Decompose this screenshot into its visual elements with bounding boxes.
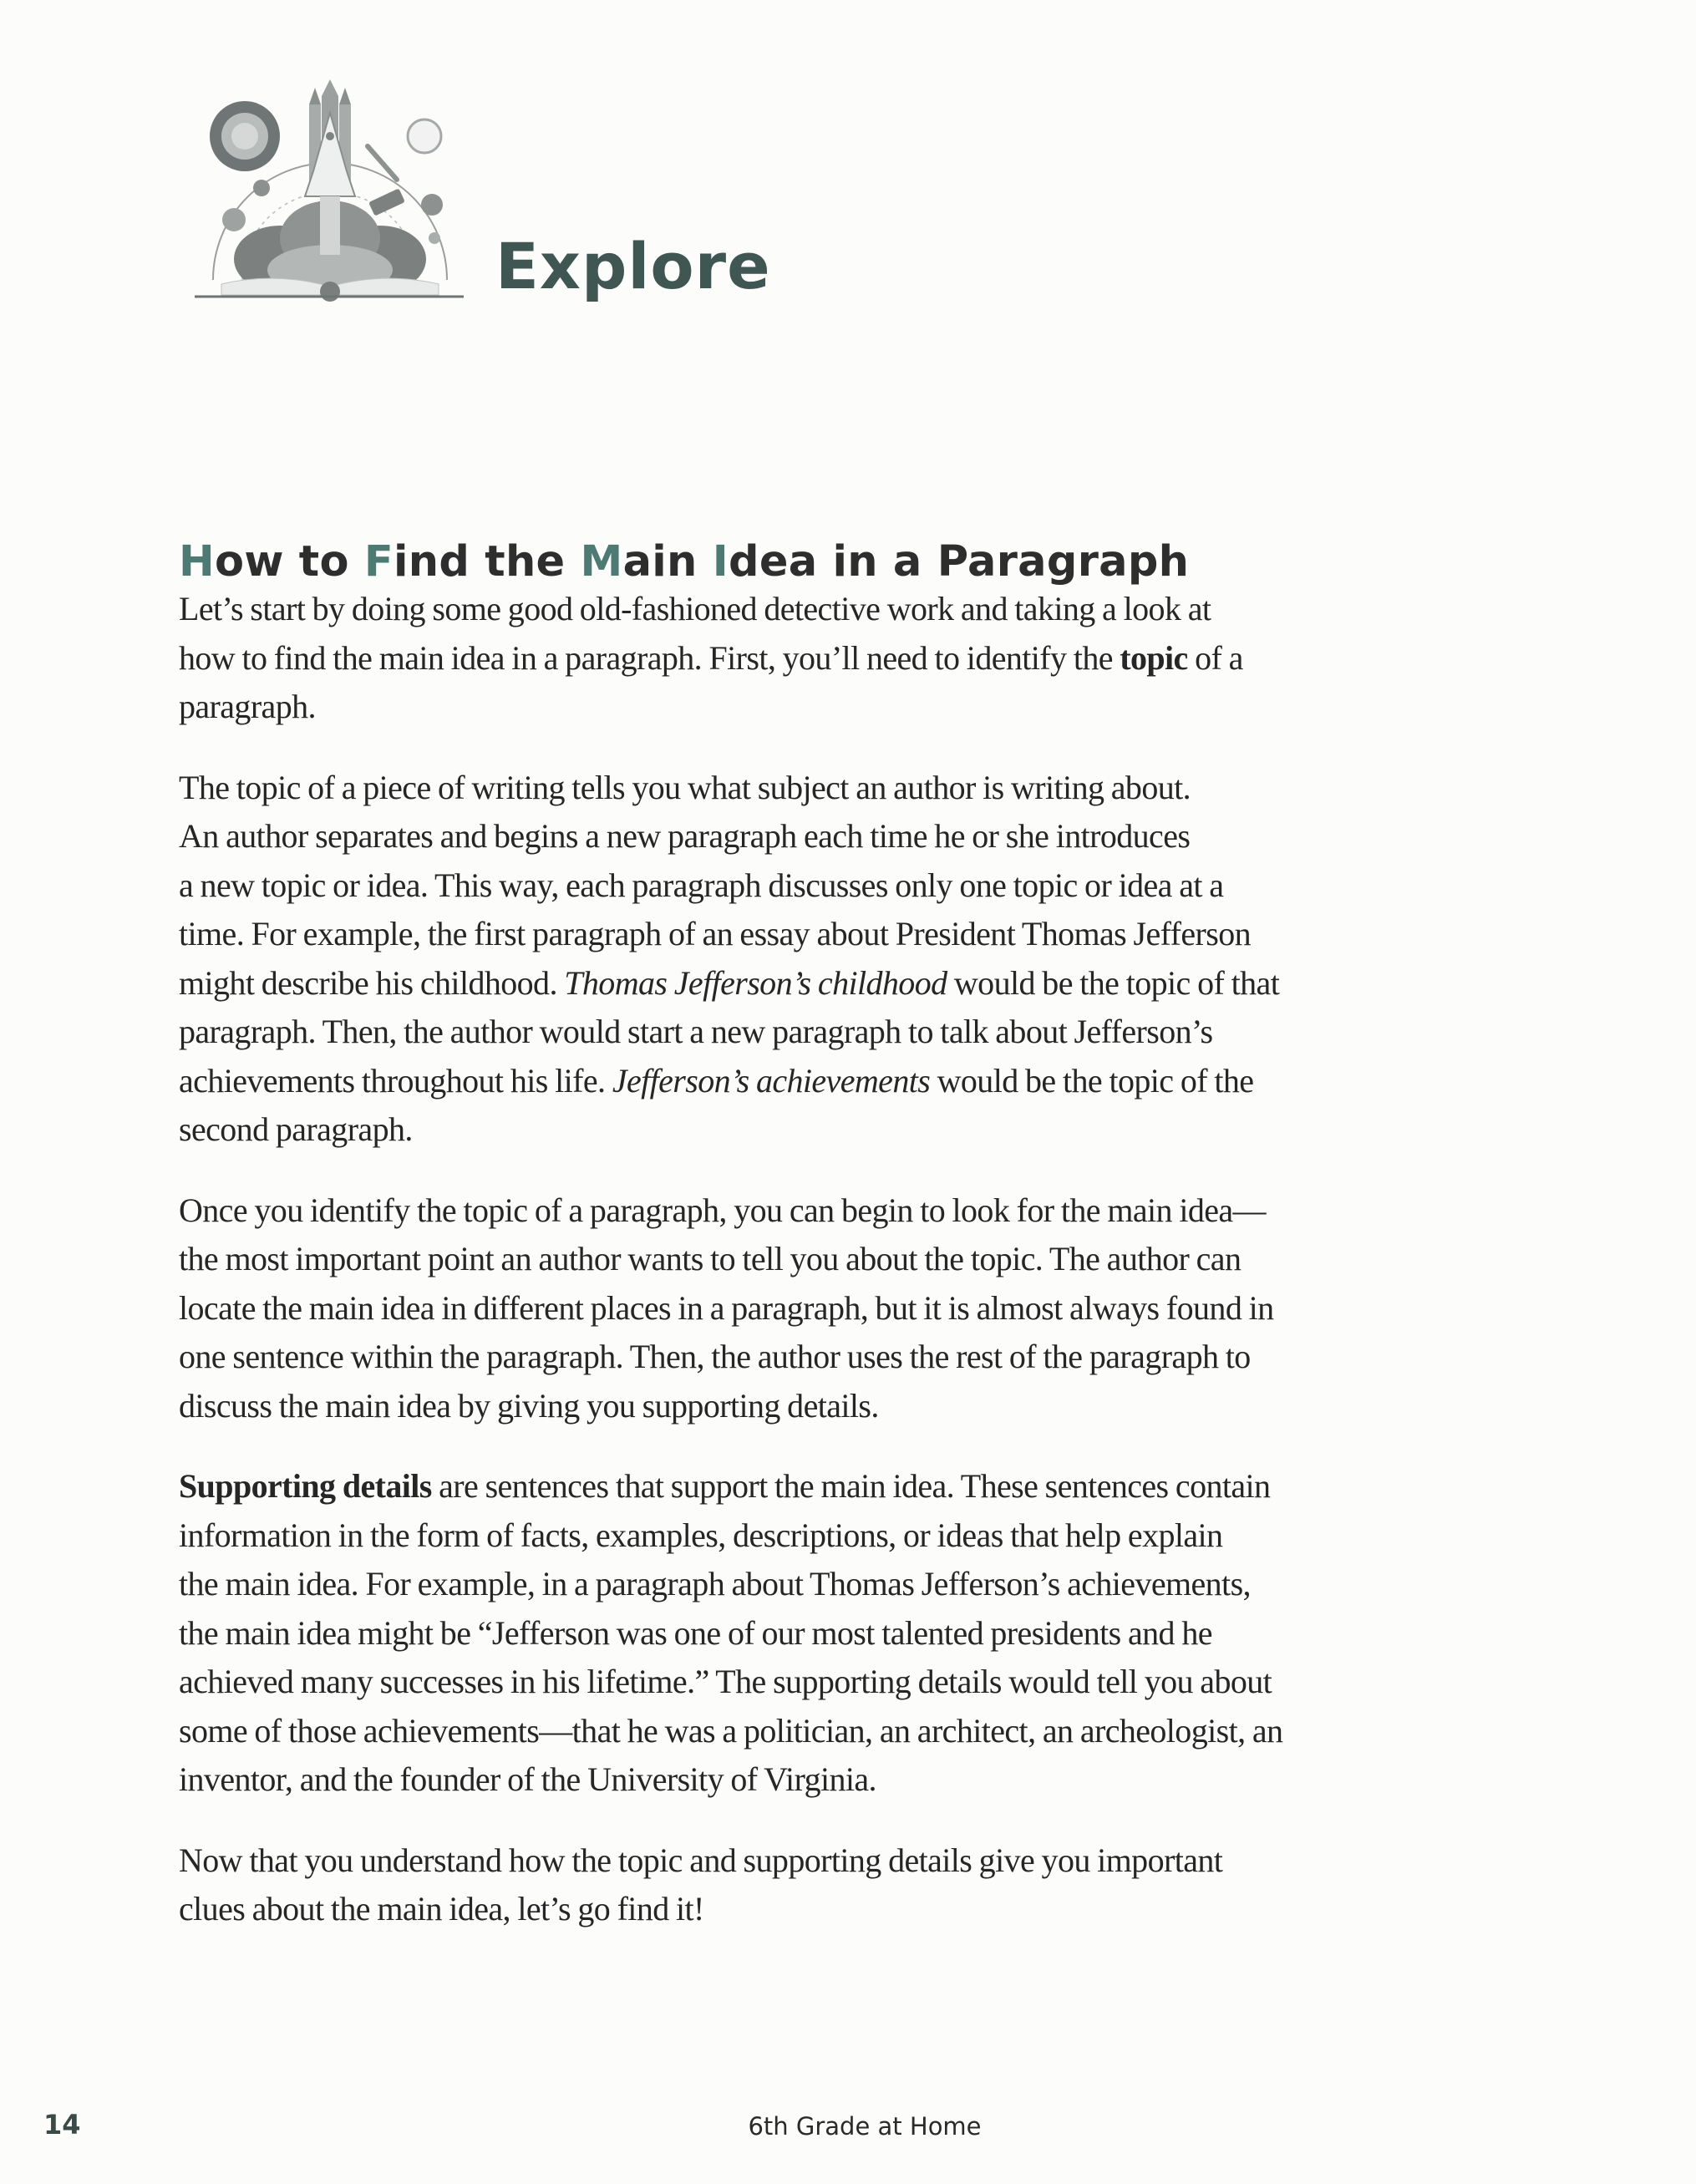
text-line bbox=[179, 1707, 1516, 1756]
text-line bbox=[179, 1284, 1516, 1333]
text-run: clues about the main idea, let’s go find it! bbox=[179, 1890, 704, 1928]
text-line bbox=[179, 1333, 1516, 1382]
text-run: Now that you understand how the topic and supporting details give you important bbox=[179, 1841, 1223, 1879]
text-line bbox=[179, 1511, 1516, 1561]
paragraph bbox=[179, 764, 1516, 1155]
italic-phrase: Thomas Jefferson’s childhood bbox=[564, 963, 947, 1002]
text-line bbox=[179, 1186, 1516, 1236]
text-run: the main idea might be “Jefferson was one of our most talented presidents and he bbox=[179, 1613, 1212, 1652]
page-number: 14 bbox=[43, 2109, 81, 2141]
heading-text: ind the bbox=[394, 537, 581, 587]
bold-term: Supporting details bbox=[179, 1467, 432, 1505]
explore-banner bbox=[188, 71, 940, 322]
heading-accent-letter: M bbox=[580, 537, 623, 587]
heading-accent-letter: I bbox=[712, 537, 729, 587]
heading-accent-letter: F bbox=[363, 537, 394, 587]
heading-text: ow to bbox=[214, 537, 364, 587]
body-text bbox=[179, 585, 1516, 1966]
text-line bbox=[179, 1658, 1516, 1707]
paragraph bbox=[179, 1462, 1516, 1805]
text-run: second paragraph. bbox=[179, 1110, 413, 1148]
text-line bbox=[179, 910, 1516, 959]
paragraph bbox=[179, 1836, 1516, 1934]
heading-text: dea in a Paragraph bbox=[729, 537, 1190, 587]
text-run: Once you identify the topic of a paragraph, you can begin to look for the main idea— bbox=[179, 1191, 1266, 1229]
text-line bbox=[179, 1382, 1516, 1431]
text-line bbox=[179, 1560, 1516, 1609]
paragraph bbox=[179, 1186, 1516, 1431]
text-line bbox=[179, 812, 1516, 861]
text-run: inventor, and the founder of the University of Virginia. bbox=[179, 1760, 876, 1798]
text-line bbox=[179, 1755, 1516, 1805]
text-run: paragraph. bbox=[179, 688, 316, 725]
text-run: one sentence within the paragraph. Then, the author uses the rest of the paragraph to bbox=[179, 1338, 1251, 1375]
text-line bbox=[179, 585, 1516, 634]
text-run: locate the main idea in different places in a paragraph, but it is almost always found in bbox=[179, 1288, 1274, 1327]
text-run: information in the form of facts, examples, descriptions, or ideas that help explain bbox=[179, 1516, 1223, 1554]
text-run: the most important point an author wants to tell you about the topic. The author can bbox=[179, 1240, 1242, 1277]
heading-accent-letter: H bbox=[179, 537, 215, 587]
text-run: would be the topic of that bbox=[947, 963, 1280, 1002]
text-line bbox=[179, 1008, 1516, 1057]
footer-book-title: 6th Grade at Home bbox=[748, 2112, 982, 2141]
text-run: some of those achievements—that he was a politician, an architect, an archeologist, an bbox=[179, 1711, 1283, 1750]
text-run: discuss the main idea by giving you supporting details. bbox=[179, 1386, 879, 1425]
text-run: achievements throughout his life. bbox=[179, 1061, 612, 1100]
text-run: would be the topic of the bbox=[930, 1061, 1254, 1100]
text-run: achieved many successes in his lifetime.” The supporting details would tell you about bbox=[179, 1663, 1272, 1700]
italic-phrase: Jefferson’s achievements bbox=[612, 1061, 931, 1100]
text-run: how to find the main idea in a paragraph. First, you’ll need to identify the bbox=[179, 638, 1120, 677]
rocket-launch-from-open-book-icon bbox=[188, 71, 480, 313]
text-line bbox=[179, 1836, 1516, 1886]
heading-text: ain bbox=[622, 537, 713, 587]
text-line bbox=[179, 1235, 1516, 1284]
text-run: the main idea. For example, in a paragraph about Thomas Jefferson’s achievements, bbox=[179, 1565, 1251, 1602]
text-run: of a bbox=[1187, 638, 1243, 677]
text-run: paragraph. Then, the author would start a new paragraph to talk about Jefferson’s bbox=[179, 1013, 1213, 1050]
text-run: Let’s start by doing some good old-fashioned detective work and taking a look at bbox=[179, 590, 1211, 627]
text-run: might describe his childhood. bbox=[179, 963, 565, 1002]
text-line bbox=[179, 1609, 1516, 1658]
text-line bbox=[179, 1105, 1516, 1155]
section-heading bbox=[179, 536, 1189, 587]
text-line bbox=[179, 634, 1516, 683]
bold-term: topic bbox=[1120, 638, 1188, 677]
text-line bbox=[179, 1462, 1516, 1511]
text-line bbox=[179, 764, 1516, 813]
text-line bbox=[179, 1057, 1516, 1106]
text-run: The topic of a piece of writing tells you what subject an author is writing about. bbox=[179, 768, 1191, 806]
text-run: a new topic or idea. This way, each paragraph discusses only one topic or idea at a bbox=[179, 866, 1224, 904]
text-line bbox=[179, 861, 1516, 911]
text-run: An author separates and begins a new paragraph each time he or she introduces bbox=[179, 817, 1191, 855]
text-run: are sentences that support the main idea. These sentences contain bbox=[431, 1467, 1271, 1505]
text-line bbox=[179, 1885, 1516, 1934]
explore-title: Explore bbox=[495, 229, 771, 303]
text-run: time. For example, the first paragraph of an essay about President Thomas Jefferson bbox=[179, 915, 1252, 952]
paragraph bbox=[179, 585, 1516, 732]
text-line bbox=[179, 683, 1516, 732]
text-line bbox=[179, 959, 1516, 1008]
